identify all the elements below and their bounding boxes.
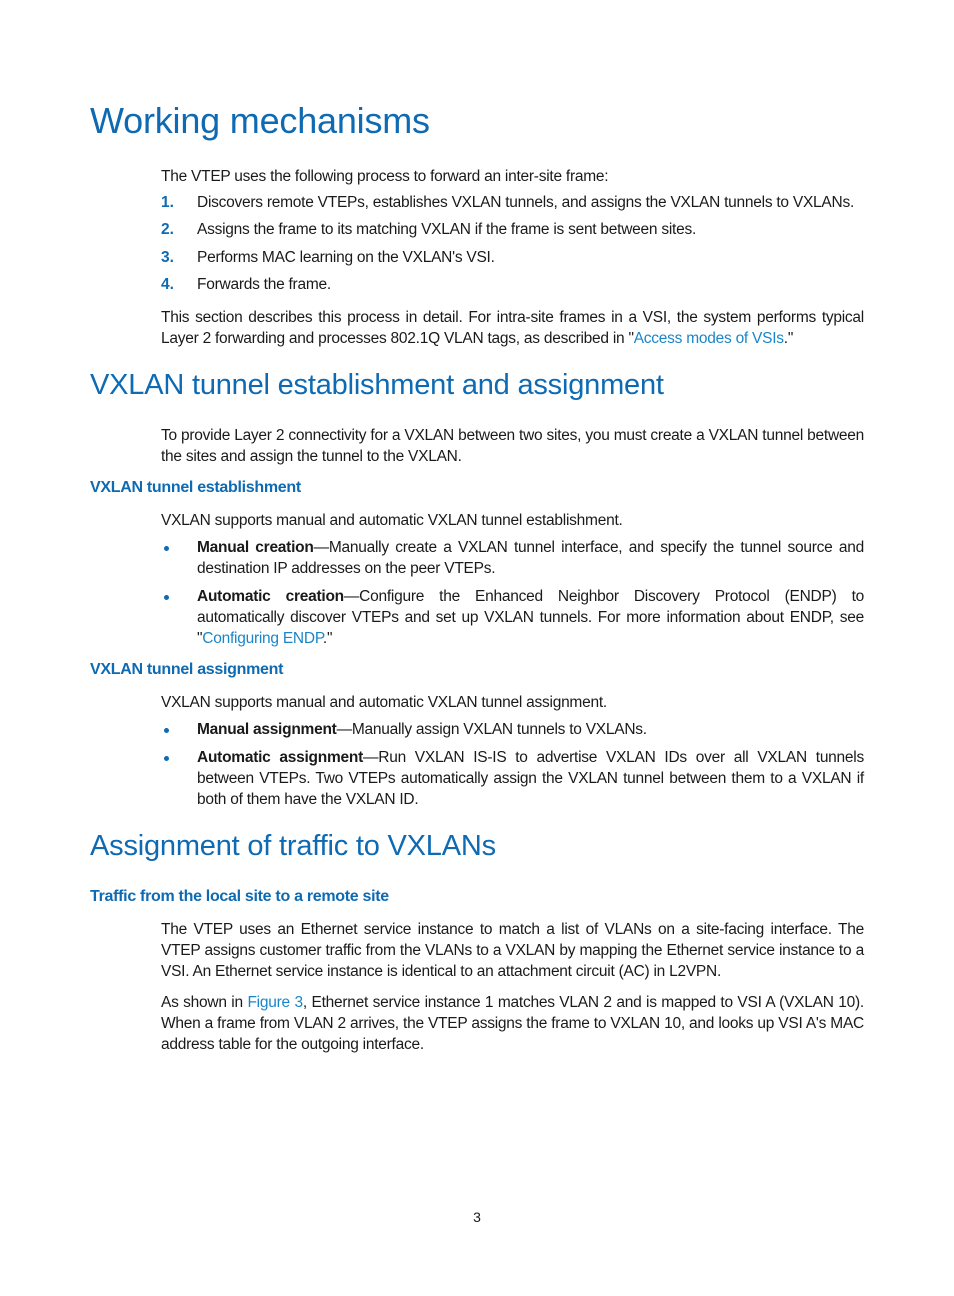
paragraph-text: This section describes this process in detail. For intra-site frames in a VSI, the system performs typical Layer 2 forwarding and processes 802.1Q VLAN tags, as described in ": [161, 309, 864, 347]
configuring-endp-link[interactable]: Configuring ENDP: [202, 630, 323, 647]
list-item: [197, 747, 864, 810]
list-item-term: Manual assignment: [197, 721, 337, 738]
tunnel-intro: To provide Layer 2 connectivity for a VXLAN between two sites, you must create a VXLAN tunnel between the sites and assign the tunnel to the VXLAN.: [161, 427, 864, 465]
intro-text: The VTEP uses the following process to forward an inter-site frame:: [161, 168, 609, 185]
bullet-icon: [164, 546, 169, 551]
step-number: 2.: [161, 221, 174, 238]
step-text: Performs MAC learning on the VXLAN's VSI.: [197, 249, 495, 266]
paragraph-text: , Ethernet service instance 1 matches VLAN 2 and is mapped to VSI A (VXLAN 10). When a frame from VLAN 2 arrives, the VTEP assigns the frame to VXLAN 10, and looks up VSI A's MAC address table for the outgoing interface.: [161, 994, 864, 1053]
list-item: [197, 537, 864, 579]
local-paragraph-2: [161, 992, 864, 1055]
establish-intro: VXLAN supports manual and automatic VXLAN tunnel establishment.: [161, 512, 623, 529]
list-item-text: —Manually assign VXLAN tunnels to VXLANs.: [336, 721, 647, 738]
list-item: [197, 719, 864, 740]
step-text: Forwards the frame.: [197, 276, 331, 293]
bullet-icon: [164, 756, 169, 761]
paragraph-text: .": [783, 330, 794, 347]
subsection-heading: Traffic from the local site to a remote site: [90, 888, 389, 905]
local-paragraph-1: The VTEP uses an Ethernet service instance to match a list of VLANs on a site-facing interface. The VTEP assigns customer traffic from the VLANs to a VXLAN by mapping the Ethernet service instance to a VSI. An Ethernet service instance is identical to an attachment circuit (AC) in L2VPN.: [161, 921, 864, 980]
list-item-term: Manual creation: [197, 539, 314, 556]
assign-intro: VXLAN supports manual and automatic VXLAN tunnel assignment.: [161, 694, 607, 711]
list-item-term: Automatic creation: [197, 588, 344, 605]
list-item: [197, 586, 864, 649]
step-text: Discovers remote VTEPs, establishes VXLAN tunnels, and assigns the VXLAN tunnels to VXLANs.: [197, 194, 854, 211]
access-modes-link[interactable]: Access modes of VSIs: [633, 330, 784, 347]
section-heading: VXLAN tunnel establishment and assignment: [90, 369, 664, 401]
list-item-text: —Run VXLAN IS-IS to advertise VXLAN IDs over all VXLAN tunnels between VTEPs. Two VTEPs automatically assign the VXLAN tunnel between them to a VXLAN if both of them have the VXLAN ID.: [197, 749, 864, 808]
list-item-text: —Configure the Enhanced Neighbor Discovery Protocol (ENDP) to automatically discover VTEPs and set up VXLAN tunnels. For more information about ENDP, see ": [197, 588, 864, 647]
section-heading: Assignment of traffic to VXLANs: [90, 830, 496, 862]
list-item-term: Automatic assignment: [197, 749, 364, 766]
paragraph-text: As shown in: [161, 994, 248, 1011]
figure-3-link[interactable]: Figure 3: [247, 994, 303, 1011]
bullet-icon: [164, 728, 169, 733]
step-number: 1.: [161, 194, 174, 211]
page-number: 3: [473, 1209, 481, 1225]
step-number: 3.: [161, 249, 174, 266]
list-item-text: .": [322, 630, 333, 647]
page-title: Working mechanisms: [90, 100, 430, 141]
step-number: 4.: [161, 276, 174, 293]
section-description: [161, 307, 864, 349]
step-text: Assigns the frame to its matching VXLAN if the frame is sent between sites.: [197, 221, 697, 238]
list-item-text: —Manually create a VXLAN tunnel interface, and specify the tunnel source and destination IP addresses on the peer VTEPs.: [197, 539, 864, 577]
bullet-icon: [164, 595, 169, 600]
subsection-heading: VXLAN tunnel establishment: [90, 479, 301, 496]
subsection-heading: VXLAN tunnel assignment: [90, 661, 284, 678]
